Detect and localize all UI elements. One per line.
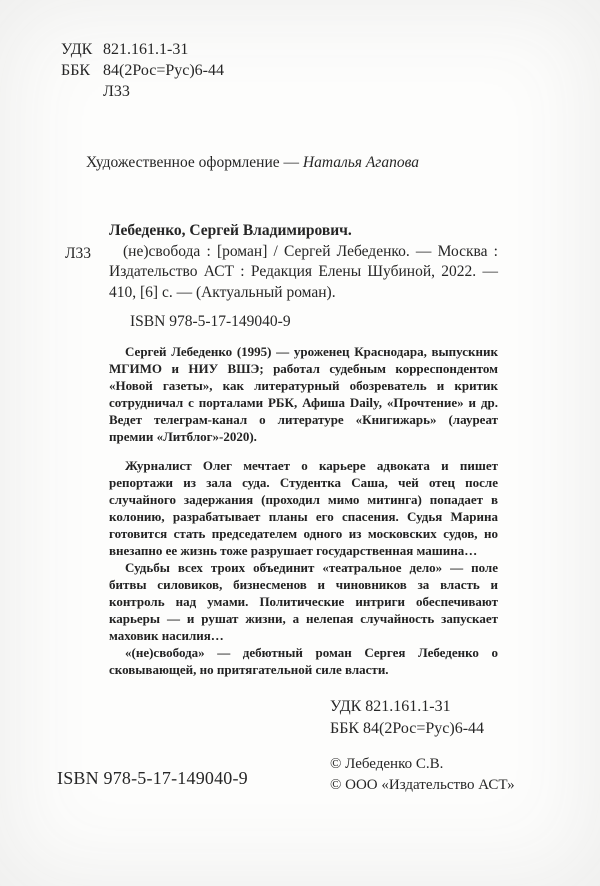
isbn-line: ISBN 978-5-17-149040-9 [130, 313, 291, 330]
udk-value: 821.161.1-31 [103, 41, 189, 58]
author-sign-row [61, 81, 224, 102]
plot-paragraph-1: Журналист Олег мечтает о карьере адвоката и пишет репортажи из зала суда. Студентка Саша, чей отец после случайного задержания (проходил мимо митинга) попадает в колонию, разрабатывает планы его спасения. Судья Марина готовится стать председателем одного из московских судов, но внезапно ее жизнь тоже разрушает государственная машина… [109, 458, 498, 558]
designer-credit-prefix: Художественное оформление — [86, 154, 303, 171]
annotation-block [109, 343, 498, 678]
bibliographic-description: (не)свобода : [роман] / Сергей Лебеденко. — Москва : Издательство АСТ : Редакция Елены Шубиной, 2022. — 410, [6] с. — (Актуальный роман). [109, 242, 498, 301]
udk-row [61, 39, 224, 60]
bbk-label: ББК [61, 62, 91, 79]
catalog-author-sign: Л33 [65, 245, 92, 262]
classification-codes-top [61, 39, 224, 102]
bbk-line-bottom: ББК 84(2Рос=Рус)6-44 [330, 720, 485, 737]
classification-codes-bottom [330, 696, 484, 740]
bbk-row [61, 60, 224, 81]
udk-label: УДК [61, 41, 93, 58]
udk-line-bottom: УДК 821.161.1-31 [330, 698, 451, 715]
copyright-author-line: © Лебеденко С.В. [330, 756, 444, 772]
bbk-value: 84(2Рос=Рус)6-44 [103, 62, 225, 79]
isbn-line-bottom: ISBN 978-5-17-149040-9 [57, 768, 248, 788]
author-sign-value: Л33 [103, 83, 130, 100]
author-bio-paragraph: Сергей Лебеденко (1995) — уроженец Краснодара, выпускник МГИМО и НИУ ВШЭ; работал судебным корреспондентом «Новой газеты», как литературный обозреватель и критик сотрудничал с порталами РБК, Афиша Daily, «Прочтение» и др. Ведет телеграм-канал о литературе «Книгижарь» (лауреат премии «Литблог»-2020). [109, 344, 498, 444]
copyright-block [330, 754, 515, 795]
designer-name: Наталья Агапова [302, 154, 419, 171]
author-sign-spacer [61, 81, 103, 102]
debut-summary-paragraph: «(не)свобода» — дебютный роман Сергея Лебеденко о сковывающей, но притягательной силе власти. [109, 645, 498, 677]
catalog-card [65, 221, 498, 333]
catalog-author-heading: Лебеденко, Сергей Владимирович. [109, 222, 352, 239]
designer-credit-line [86, 154, 419, 172]
copyright-publisher-line: © ООО «Издательство АСТ» [330, 776, 515, 793]
plot-paragraph-2: Судьбы всех троих объединит «театральное дело» — поле битвы силовиков, бизнесменов и чиновников за власть и контроль над умами. Политические интриги обеспечивают карьеры — и рушат жизни, а нелепая случайность запускает маховик насилия… [109, 560, 498, 643]
